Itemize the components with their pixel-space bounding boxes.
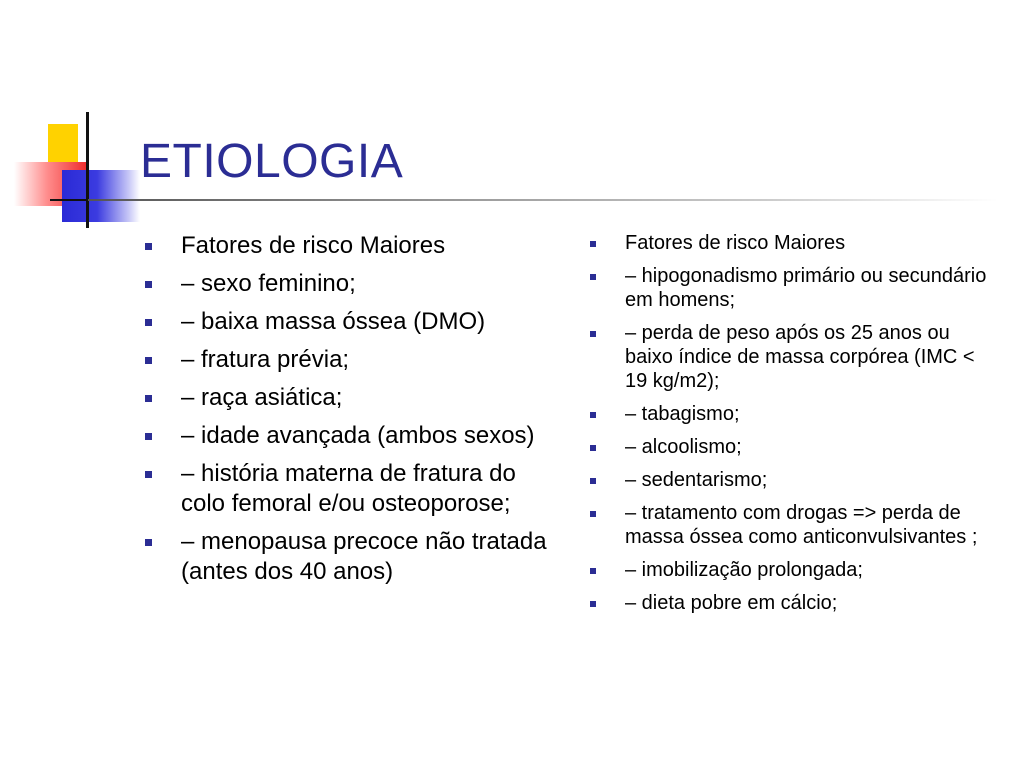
list-item [142,383,552,413]
list-item-text: – tabagismo; [625,403,740,425]
list-item-text: Fatores de risco Maiores [625,232,846,254]
list-item-text: – dieta pobre em cálcio; [625,592,838,614]
list-item [588,435,988,459]
bullet-icon [145,319,152,326]
bullet-icon [145,395,152,402]
list-item [588,264,988,312]
list-item-text: Fatores de risco Maiores [181,232,446,259]
bullet-icon [590,601,596,607]
bullet-icon [590,274,596,280]
bullet-icon [145,433,152,440]
list-item-text: – perda de peso após os 25 anos ou baixo índice de massa corpórea (IMC < 19 kg/m2); [625,322,975,392]
list-item-text: – história materna de fratura do colo femoral e/ou osteoporose; [181,460,516,517]
bullet-icon [145,539,152,546]
list-item-text: – alcoolismo; [625,436,742,458]
bullet-icon [145,281,152,288]
list-item [588,402,988,426]
title-divider [88,199,998,201]
list-item-text: – imobilização prolongada; [625,559,863,581]
list-item-text: – fratura prévia; [181,346,350,373]
list-item [142,527,552,587]
list-item [588,321,988,393]
list-item-text: – sexo feminino; [181,270,356,297]
list-item [588,501,988,549]
list-item [588,468,988,492]
bullet-icon [590,568,596,574]
list-item [588,231,988,255]
bullet-icon [145,471,152,478]
bullet-icon [590,331,596,337]
list-item-text: – menopausa precoce não tratada (antes dos 40 anos) [181,528,547,585]
list-item [588,558,988,582]
bullet-icon [590,478,596,484]
list-item [142,345,552,375]
bullet-icon [590,241,596,247]
bullet-icon [590,511,596,517]
decorative-logo [0,0,160,240]
list-item-text: – idade avançada (ambos sexos) [181,422,535,449]
bullet-icon [145,243,152,250]
list-item-text: – sedentarismo; [625,469,768,491]
list-item-text: – hipogonadismo primário ou secundário em homens; [625,265,987,311]
bullet-icon [590,445,596,451]
list-item [142,421,552,451]
left-bullet-list [142,231,552,595]
logo-blue-square [62,170,140,222]
list-item [142,269,552,299]
list-item [142,459,552,519]
list-item-text: – tratamento com drogas => perda de massa óssea como anticonvulsivantes ; [625,502,978,548]
logo-vertical-line [86,112,89,228]
logo-yellow-square [48,124,78,162]
list-item-text: – raça asiática; [181,384,343,411]
slide-title: ETIOLOGIA [140,135,404,188]
list-item-text: – baixa massa óssea (DMO) [181,308,486,335]
list-item [142,307,552,337]
bullet-icon [145,357,152,364]
bullet-icon [590,412,596,418]
list-item [142,231,552,261]
list-item [588,591,988,615]
right-bullet-list [588,231,988,624]
